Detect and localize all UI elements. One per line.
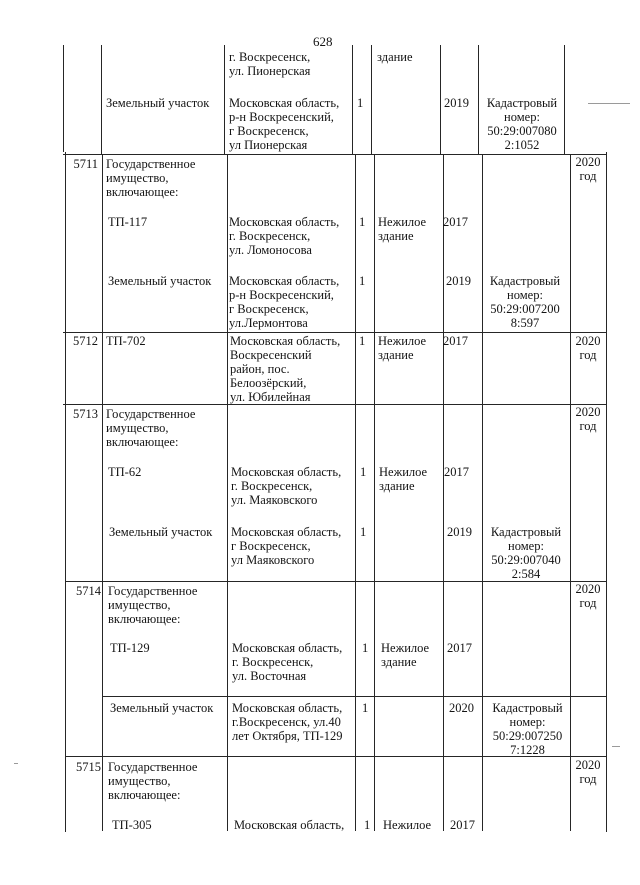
count-cell: 1 [362,641,369,655]
scan-artifact [588,103,630,104]
type-cell: Нежилое [383,818,432,832]
cadastre-cell: Кадастровый номер: 50:29:007250 7:1228 [492,701,563,757]
period-cell: 2020 год [575,155,601,183]
row-number: 5715 [76,760,101,774]
address-cell: Московская область, Воскресенский район, пос. Белоозёрский, ул. Юбилейная [230,334,341,404]
name-cell: Государственное имущество, включающее: [106,407,196,449]
name-cell: ТП-62 [108,465,142,479]
name-cell: Земельный участок [109,525,213,539]
year-cell: 2019 [444,96,469,110]
page-number: 628 [313,34,333,49]
year-cell: 2019 [447,525,472,539]
address-cell: Московская область, г. Воскресенск, ул. Восточная [232,641,343,683]
name-cell: Земельный участок [108,274,212,288]
count-cell: 1 [359,215,366,229]
count-cell: 1 [360,525,367,539]
count-cell: 1 [360,465,367,479]
name-cell: Земельный участок [110,701,214,715]
address-cell: Московская область, г Воскресенск, ул Маяковского [231,525,342,567]
type-cell: Нежилое здание [378,215,427,243]
row-number: 5712 [73,334,98,348]
count-cell: 1 [357,96,364,110]
period-cell: 2020 год [575,758,601,786]
row-number: 5713 [73,407,98,421]
name-cell: Земельный участок [106,96,210,110]
period-cell: 2020 год [575,334,601,362]
address-cell: Московская область, г. Воскресенск, ул. Ломоносова [229,215,340,257]
name-cell: ТП-305 [112,818,152,832]
year-cell: 2019 [446,274,471,288]
year-cell: 2017 [443,334,468,348]
scan-artifact [612,746,620,747]
address-cell: Московская область, г. Воскресенск, ул. Маяковского [231,465,342,507]
count-cell: 1 [364,818,371,832]
count-cell: 1 [359,334,366,348]
address-cell: г. Воскресенск, ул. Пионерская [229,50,311,78]
type-cell: Нежилое здание [381,641,430,669]
name-cell: Государственное имущество, включающее: [108,584,198,626]
cadastre-cell: Кадастровый номер: 50:29:007080 2:1052 [486,96,558,152]
type-cell: Нежилое здание [379,465,428,493]
type-cell: Нежилое здание [378,334,427,362]
period-cell: 2020 год [575,405,601,433]
name-cell: Государственное имущество, включающее: [108,760,198,802]
period-cell: 2020 год [575,582,601,610]
address-cell: Московская область, р-н Воскресенский, г Воскресенск, ул Пионерская [229,96,340,152]
year-cell: 2017 [450,818,475,832]
address-cell: Московская область, р-н Воскресенский, г Воскресенск, ул.Лермонтова [229,274,340,330]
name-cell: ТП-117 [108,215,148,229]
count-cell: 1 [362,701,369,715]
cadastre-cell: Кадастровый номер: 50:29:007200 8:597 [489,274,561,330]
scan-artifact [14,763,18,764]
type-cell: здание [377,50,413,64]
year-cell: 2020 [449,701,474,715]
year-cell: 2017 [443,215,468,229]
address-cell: Московская область, г.Воскресенск, ул.40 лет Октября, ТП-129 [232,701,343,743]
name-cell: ТП-129 [110,641,150,655]
name-cell: Государственное имущество, включающее: [106,157,196,199]
year-cell: 2017 [447,641,472,655]
count-cell: 1 [359,274,366,288]
cadastre-cell: Кадастровый номер: 50:29:007040 2:584 [490,525,562,581]
row-number: 5714 [76,584,101,598]
name-cell: ТП-702 [106,334,146,348]
row-number: 5711 [73,157,98,171]
year-cell: 2017 [444,465,469,479]
address-cell: Московская область, [234,818,345,832]
